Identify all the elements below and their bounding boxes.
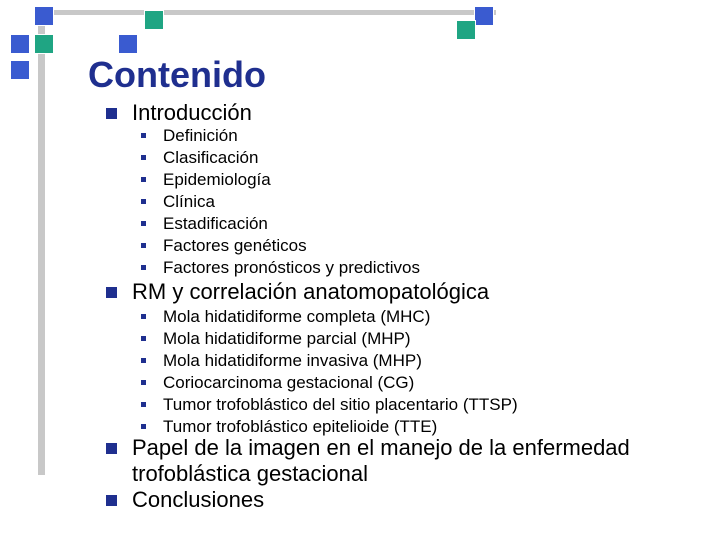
list-item: Tumor trofoblástico epitelioide (TTE) [163,417,438,436]
item-bullet [141,402,146,407]
item-bullet [141,314,146,319]
list-item: Factores genéticos [163,236,307,255]
item-bullet [141,177,146,182]
list-item: Coriocarcinoma gestacional (CG) [163,373,415,392]
section-label: RM y correlación anatomopatológica [132,279,490,304]
item-bullet [141,336,146,341]
section-label-line2: trofoblástica gestacional [132,461,369,486]
list-item: Mola hidatidiforme invasiva (MHP) [163,351,422,370]
list-item: Tumor trofoblástico del sitio placentario (TTSP) [163,395,518,414]
list-item: Epidemiología [163,170,271,189]
list-item: Mola hidatidiforme completa (MHC) [163,307,431,326]
item-bullet [141,199,146,204]
section-bullet [106,443,117,454]
list-item: Mola hidatidiforme parcial (MHP) [163,329,411,348]
item-bullet [141,358,146,363]
section-label: Conclusiones [132,487,265,512]
item-bullet [141,133,146,138]
list-item: Clínica [163,192,215,211]
decorative-square [144,10,164,30]
decorative-square [34,6,54,26]
page-title: Contenido [88,54,266,95]
item-bullet [141,221,146,226]
item-bullet [141,265,146,270]
decorative-vertical-line [38,10,45,475]
list-item: Factores pronósticos y predictivos [163,258,420,277]
decorative-square [10,60,30,80]
item-bullet [141,424,146,429]
section-label-line1: Papel de la imagen en el manejo de la enfermedad [132,435,630,460]
list-item: Clasificación [163,148,259,167]
item-bullet [141,243,146,248]
decorative-square [34,34,54,54]
decorative-square [10,34,30,54]
list-item: Estadificación [163,214,268,233]
decorative-horizontal-line [38,10,496,15]
item-bullet [141,380,146,385]
item-bullet [141,155,146,160]
section-bullet [106,108,117,119]
decorative-square [118,34,138,54]
decorative-square [474,6,494,26]
decorative-square [456,20,476,40]
section-bullet [106,287,117,298]
list-item: Definición [163,126,238,145]
section-label: Introducción [132,100,252,125]
section-bullet [106,495,117,506]
